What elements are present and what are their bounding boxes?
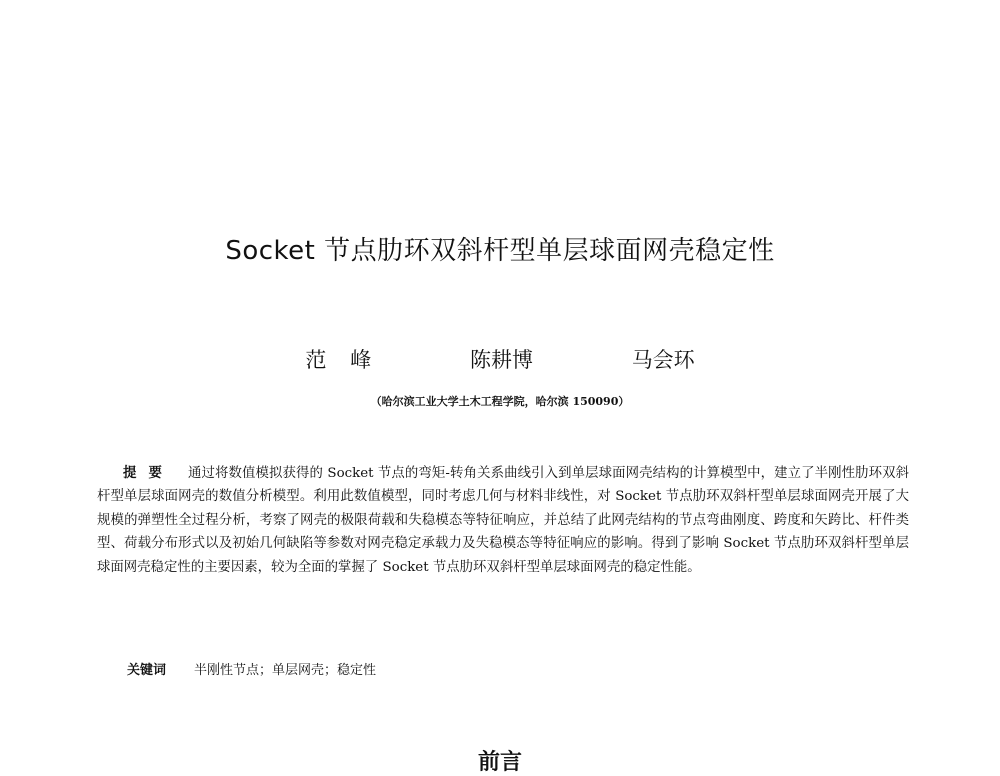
affiliation: （哈尔滨工业大学土木工程学院，哈尔滨 150090） bbox=[370, 395, 630, 408]
keywords-label: 关键词 bbox=[127, 663, 167, 678]
author-list bbox=[0, 344, 1000, 374]
author-name: 马会环 bbox=[631, 348, 695, 372]
keywords-text: 半刚性节点；单层网壳；稳定性 bbox=[194, 663, 377, 678]
abstract-text: 通过将数值模拟获得的 Socket 节点的弯矩-转角关系曲线引入到单层球面网壳结构的计算模型中，建立了半刚性肋环双斜杆型单层球面网壳的数值分析模型。利用此数值模型，同时考虑几何与材料非线性，对 Socket 节点肋环双斜杆型单层球面网壳开展了大规模的弹塑性全过程分析，考察了网壳的极限荷载和失稳模态等特征响应，并总结了此网壳结构的节点弯曲刚度、跨度和矢跨比、杆件类型、荷载分布形式以及初始几何缺陷等参数对网壳稳定承载力及失稳模态等特征响应的影响。得到了影响 Socket 节点肋环双斜杆型单层球面网壳稳定性的主要因素，较为全面的掌握了 Socket 节点肋环双斜杆型单层球面网壳的稳定性能。 bbox=[97, 466, 909, 575]
abstract bbox=[97, 462, 909, 579]
abstract-label: 提要 bbox=[123, 465, 175, 481]
paper-title: Socket 节点肋环双斜杆型单层球面网壳稳定性 bbox=[225, 236, 775, 266]
author-name: 陈耕博 bbox=[470, 348, 533, 372]
keywords bbox=[127, 659, 376, 678]
author-name: 范峰 bbox=[305, 348, 396, 372]
section-heading: 前言 bbox=[477, 749, 522, 775]
